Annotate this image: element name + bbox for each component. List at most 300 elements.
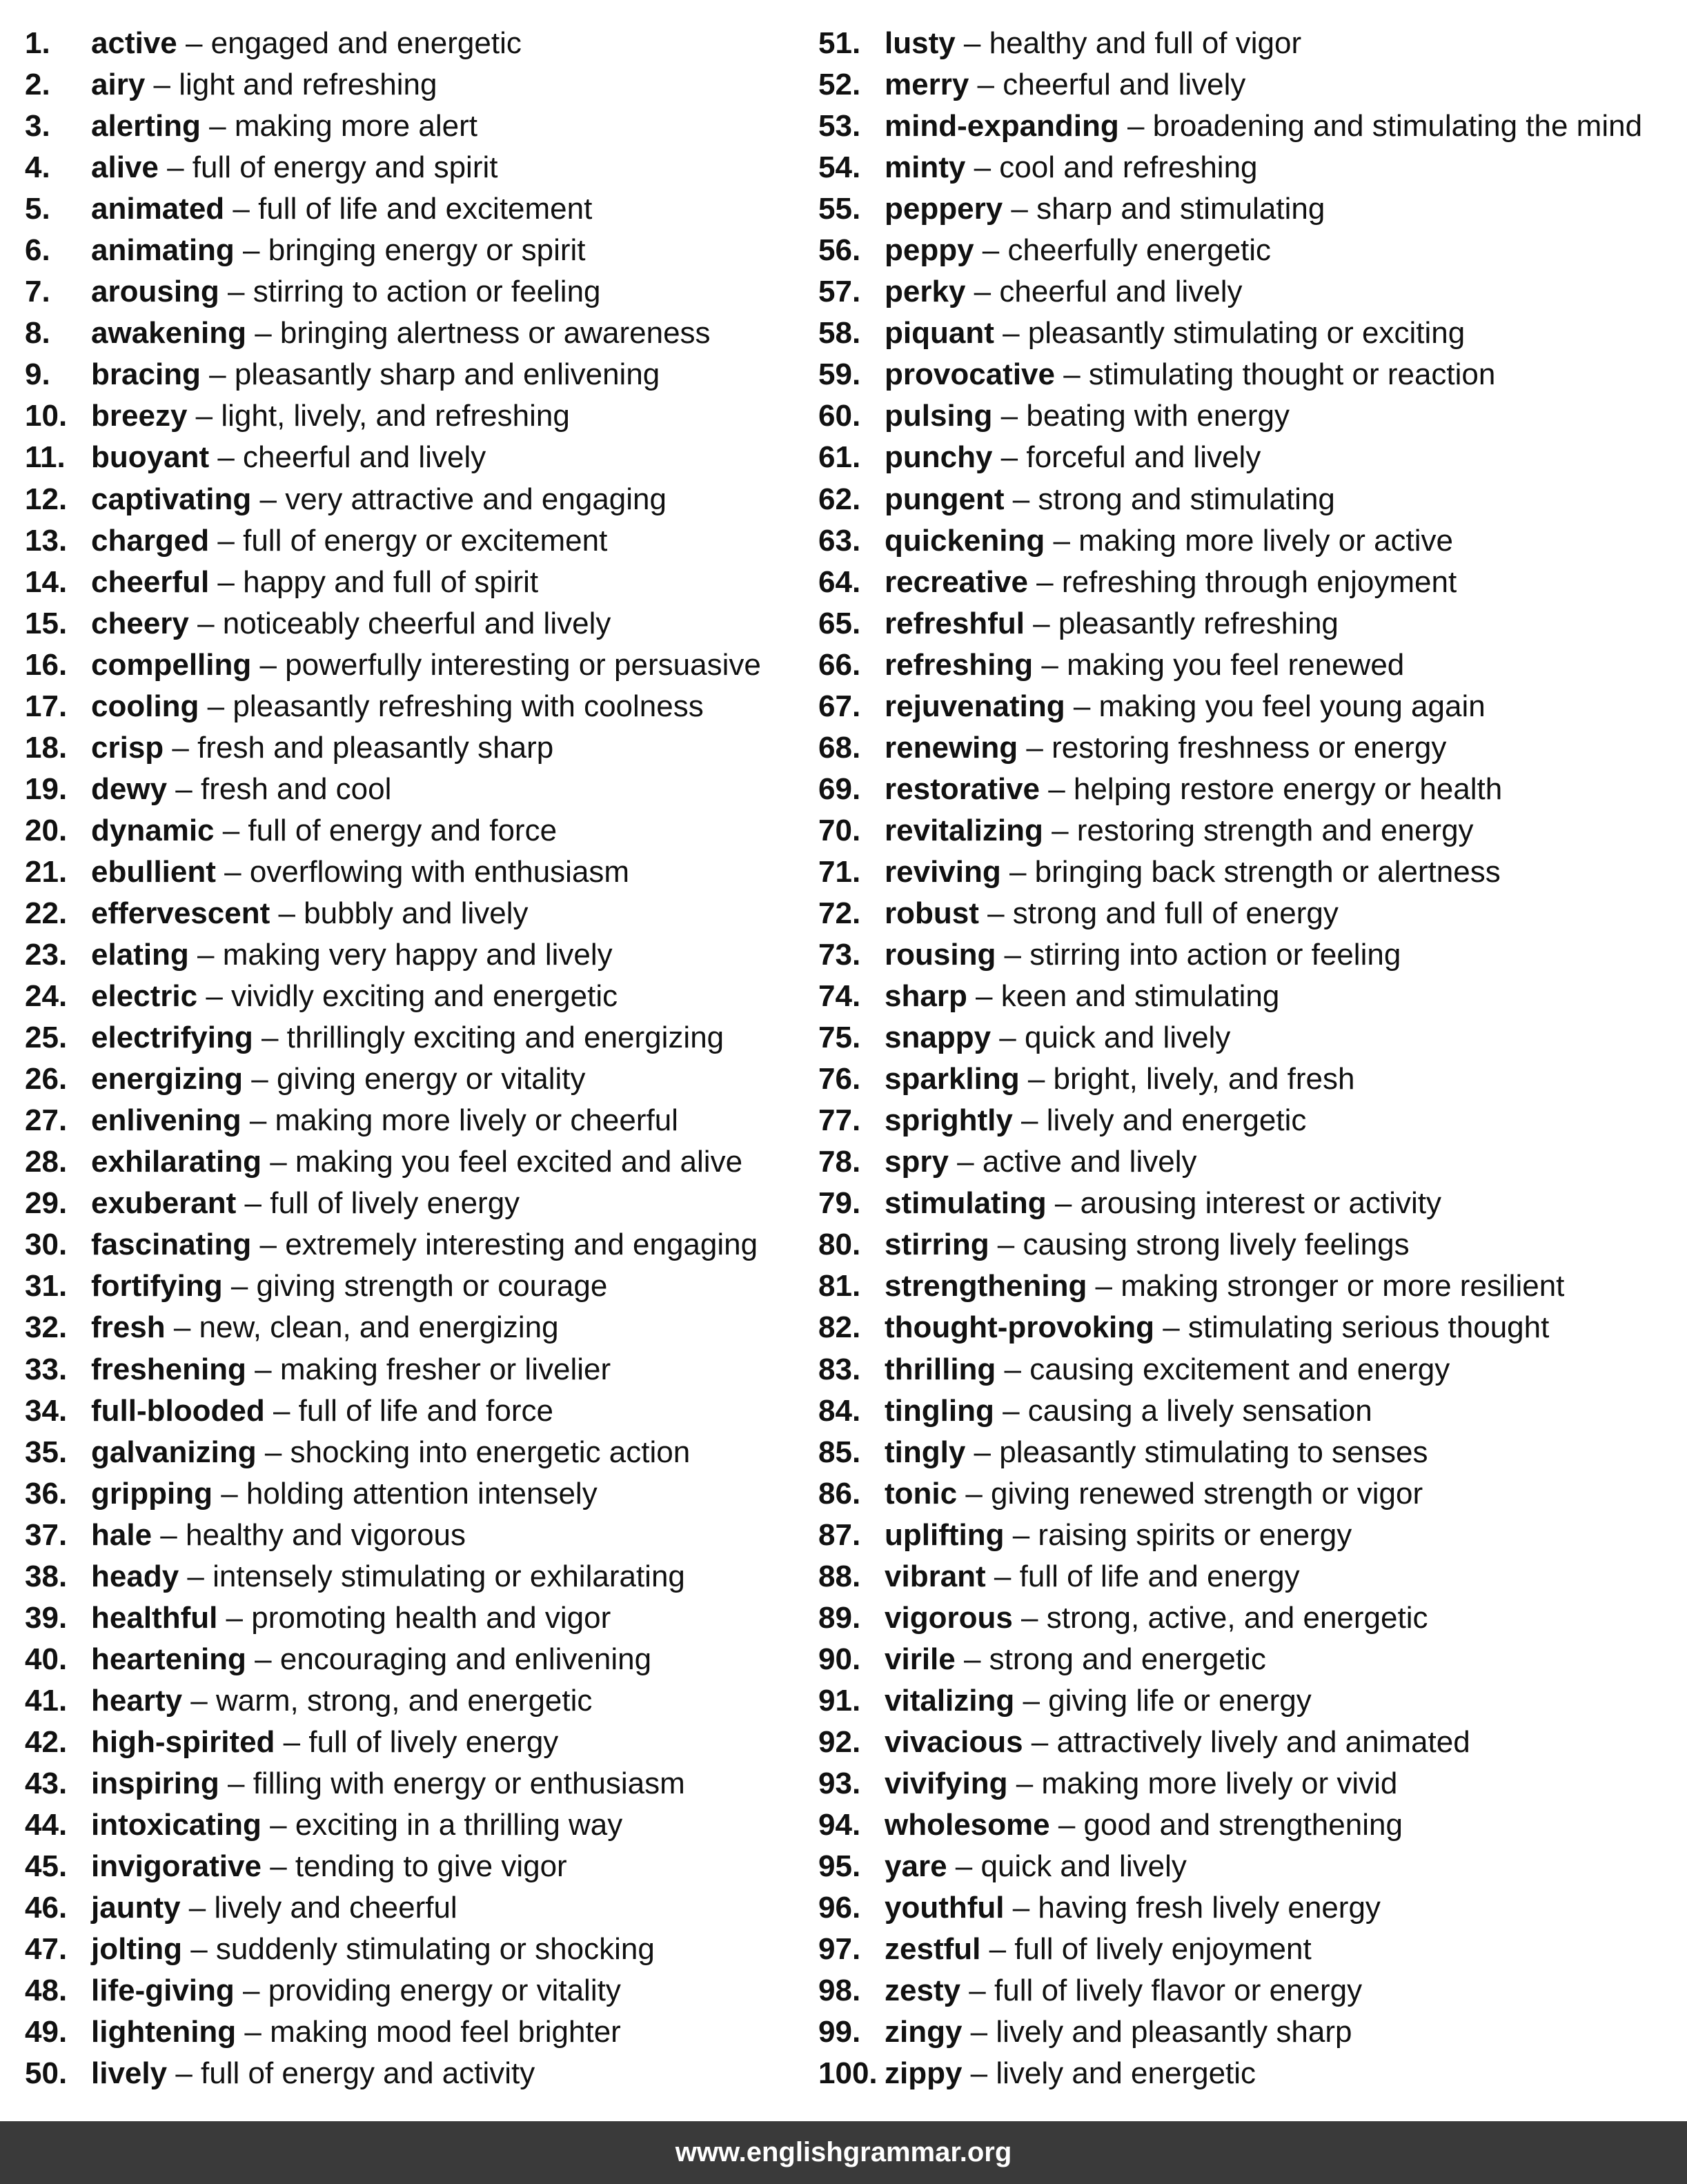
item-definition: – exciting in a thrilling way bbox=[261, 1808, 623, 1842]
list-item bbox=[818, 1639, 1674, 1680]
item-number: 22. bbox=[25, 896, 68, 930]
item-text bbox=[91, 1141, 742, 1183]
item-definition: – pleasantly refreshing with coolness bbox=[199, 689, 704, 723]
list-item bbox=[25, 1556, 798, 1597]
item-word: stirring bbox=[885, 1228, 989, 1262]
item-text bbox=[885, 1556, 1300, 1597]
item-word: virile bbox=[885, 1642, 956, 1676]
item-text bbox=[885, 1307, 1549, 1348]
item-text bbox=[885, 1846, 1187, 1887]
item-word: captivating bbox=[91, 482, 252, 516]
item-number: 83. bbox=[818, 1352, 861, 1386]
item-word: gripping bbox=[91, 1476, 213, 1511]
item-word: punchy bbox=[885, 440, 993, 475]
item-definition: – cheerful and lively bbox=[965, 275, 1243, 309]
list-item bbox=[25, 1804, 798, 1846]
item-text bbox=[91, 1597, 611, 1639]
item-word: piquant bbox=[885, 316, 994, 351]
item-definition: – making more lively or cheerful bbox=[241, 1103, 678, 1138]
item-definition: – full of lively energy bbox=[236, 1186, 520, 1221]
list-item bbox=[25, 1224, 798, 1266]
list-item bbox=[25, 1100, 798, 1141]
item-number: 67. bbox=[818, 689, 861, 723]
item-number: 36. bbox=[25, 1476, 68, 1511]
list-item bbox=[818, 437, 1674, 478]
item-number: 9. bbox=[25, 357, 50, 392]
list-item bbox=[818, 1556, 1674, 1597]
list-item bbox=[818, 1804, 1674, 1846]
item-text bbox=[885, 1017, 1230, 1059]
item-text bbox=[885, 271, 1243, 313]
item-word: life-giving bbox=[91, 1974, 235, 2008]
item-definition: – arousing interest or activity bbox=[1046, 1186, 1441, 1221]
item-text bbox=[885, 852, 1501, 893]
item-number: 97. bbox=[818, 1932, 861, 1967]
item-number: 57. bbox=[818, 275, 861, 309]
list-item bbox=[25, 1680, 798, 1722]
item-word: hearty bbox=[91, 1683, 183, 1718]
list-item bbox=[25, 1266, 798, 1307]
item-definition: – powerfully interesting or persuasive bbox=[251, 647, 761, 682]
item-word: bracing bbox=[91, 357, 201, 392]
item-number: 15. bbox=[25, 606, 68, 640]
list-item bbox=[25, 1763, 798, 1804]
item-text bbox=[885, 1390, 1372, 1432]
item-word: hale bbox=[91, 1517, 152, 1552]
item-definition: – lively and energetic bbox=[962, 2056, 1256, 2091]
item-text bbox=[91, 354, 660, 395]
item-definition: – giving energy or vitality bbox=[243, 1062, 586, 1096]
item-definition: – good and strengthening bbox=[1049, 1808, 1403, 1842]
item-text bbox=[91, 1763, 685, 1804]
item-definition: – stirring to action or feeling bbox=[219, 275, 601, 309]
list-item bbox=[818, 1100, 1674, 1141]
item-text bbox=[885, 976, 1279, 1017]
list-item bbox=[25, 810, 798, 852]
item-definition: – keen and stimulating bbox=[967, 979, 1280, 1014]
item-text bbox=[885, 1100, 1306, 1141]
item-word: elating bbox=[91, 938, 189, 972]
item-definition: – warm, strong, and energetic bbox=[182, 1683, 593, 1718]
item-text bbox=[91, 1432, 690, 1473]
list-item bbox=[25, 64, 798, 106]
item-text bbox=[885, 1349, 1450, 1390]
list-item bbox=[25, 23, 798, 64]
item-word: animating bbox=[91, 233, 235, 268]
item-number: 56. bbox=[818, 233, 861, 268]
item-number: 66. bbox=[818, 647, 861, 682]
item-number: 87. bbox=[818, 1517, 861, 1552]
item-word: renewing bbox=[885, 730, 1018, 765]
item-definition: – causing a lively sensation bbox=[994, 1393, 1372, 1428]
item-text bbox=[91, 1887, 457, 1929]
item-text bbox=[885, 147, 1258, 188]
item-definition: – full of energy or excitement bbox=[209, 523, 608, 558]
item-text bbox=[885, 810, 1474, 852]
item-word: peppery bbox=[885, 192, 1003, 226]
item-number: 52. bbox=[818, 68, 861, 102]
list-item bbox=[25, 2053, 798, 2094]
item-definition: – pleasantly sharp and enlivening bbox=[200, 357, 660, 392]
item-word: crisp bbox=[91, 730, 164, 765]
item-text bbox=[885, 106, 1642, 147]
item-definition: – broadening and stimulating the mind bbox=[1118, 109, 1643, 144]
item-definition: – making fresher or livelier bbox=[246, 1352, 611, 1386]
item-text bbox=[885, 1722, 1470, 1763]
item-text bbox=[91, 230, 586, 271]
item-definition: – raising spirits or energy bbox=[1004, 1517, 1352, 1552]
item-text bbox=[91, 1680, 592, 1722]
item-text bbox=[91, 1804, 622, 1846]
item-number: 27. bbox=[25, 1103, 68, 1138]
item-word: fascinating bbox=[91, 1228, 252, 1262]
item-text bbox=[885, 23, 1301, 64]
item-number: 68. bbox=[818, 730, 861, 765]
item-definition: – full of lively energy bbox=[275, 1724, 559, 1759]
item-text bbox=[885, 1224, 1410, 1266]
item-definition: – pleasantly stimulating to senses bbox=[965, 1435, 1428, 1469]
item-number: 61. bbox=[818, 440, 861, 475]
item-text bbox=[91, 147, 497, 188]
list-item bbox=[25, 645, 798, 686]
item-number: 49. bbox=[25, 2015, 68, 2049]
item-word: exuberant bbox=[91, 1186, 237, 1221]
item-word: intoxicating bbox=[91, 1808, 262, 1842]
item-word: thrilling bbox=[885, 1352, 996, 1386]
item-definition: – light, lively, and refreshing bbox=[187, 399, 570, 433]
item-definition: – making more lively or active bbox=[1045, 523, 1454, 558]
item-word: alerting bbox=[91, 109, 201, 144]
item-definition: – intensely stimulating or exhilarating bbox=[179, 1559, 685, 1593]
item-number: 34. bbox=[25, 1393, 68, 1428]
item-definition: – making you feel excited and alive bbox=[261, 1145, 743, 1179]
item-text bbox=[91, 852, 629, 893]
item-number: 30. bbox=[25, 1228, 68, 1262]
item-definition: – making you feel renewed bbox=[1033, 647, 1405, 682]
item-definition: – making more lively or vivid bbox=[1007, 1766, 1398, 1800]
item-word: enlivening bbox=[91, 1103, 241, 1138]
item-number: 93. bbox=[818, 1766, 861, 1800]
item-word: fresh bbox=[91, 1310, 166, 1345]
item-definition: – full of lively enjoyment bbox=[980, 1932, 1312, 1967]
list-item bbox=[818, 1970, 1674, 2011]
item-word: invigorative bbox=[91, 1849, 262, 1884]
item-number: 1. bbox=[25, 26, 50, 60]
list-item bbox=[25, 976, 798, 1017]
item-number: 85. bbox=[818, 1435, 861, 1469]
list-item bbox=[818, 1597, 1674, 1639]
item-text bbox=[885, 313, 1465, 354]
list-item bbox=[818, 1183, 1674, 1224]
item-definition: – very attractive and engaging bbox=[251, 482, 667, 516]
item-word: vitalizing bbox=[885, 1683, 1015, 1718]
list-item bbox=[25, 562, 798, 603]
item-definition: – holding attention intensely bbox=[212, 1476, 598, 1511]
list-item bbox=[25, 1432, 798, 1473]
item-definition: – suddenly stimulating or shocking bbox=[181, 1932, 655, 1967]
item-word: jaunty bbox=[91, 1891, 181, 1925]
item-word: recreative bbox=[885, 564, 1028, 599]
item-number: 99. bbox=[818, 2015, 861, 2049]
list-item bbox=[25, 1639, 798, 1680]
item-text bbox=[91, 686, 704, 727]
list-item bbox=[818, 1349, 1674, 1390]
item-word: jolting bbox=[91, 1932, 182, 1967]
list-item bbox=[818, 23, 1674, 64]
list-item bbox=[25, 603, 798, 645]
list-item bbox=[25, 147, 798, 188]
item-number: 39. bbox=[25, 1600, 68, 1635]
list-item bbox=[818, 1017, 1674, 1059]
item-word: vivifying bbox=[885, 1766, 1008, 1800]
item-word: zesty bbox=[885, 1974, 961, 2008]
item-word: thought-provoking bbox=[885, 1310, 1155, 1345]
list-item bbox=[25, 354, 798, 395]
item-word: minty bbox=[885, 150, 966, 185]
item-text bbox=[885, 188, 1325, 230]
item-text bbox=[91, 1515, 466, 1556]
item-text bbox=[91, 271, 601, 313]
item-number: 40. bbox=[25, 1642, 68, 1676]
item-text bbox=[885, 562, 1457, 603]
item-text bbox=[885, 2053, 1256, 2094]
item-word: restorative bbox=[885, 771, 1040, 806]
item-number: 50. bbox=[25, 2056, 68, 2091]
item-text bbox=[91, 810, 557, 852]
list-item bbox=[818, 852, 1674, 893]
item-word: provocative bbox=[885, 357, 1055, 392]
item-number: 16. bbox=[25, 647, 68, 682]
item-word: zingy bbox=[885, 2015, 963, 2049]
item-number: 43. bbox=[25, 1766, 68, 1800]
item-definition: – bright, lively, and fresh bbox=[1019, 1062, 1355, 1096]
item-word: ebullient bbox=[91, 854, 216, 889]
item-text bbox=[91, 603, 611, 645]
list-item bbox=[818, 769, 1674, 810]
list-item bbox=[25, 1887, 798, 1929]
item-number: 13. bbox=[25, 523, 68, 558]
item-word: electrifying bbox=[91, 1021, 253, 1055]
item-definition: – new, clean, and energizing bbox=[165, 1310, 559, 1345]
item-text bbox=[885, 1970, 1362, 2011]
item-number: 4. bbox=[25, 150, 50, 185]
footer-bar bbox=[0, 2121, 1687, 2184]
item-text bbox=[885, 1887, 1381, 1929]
item-definition: – full of lively flavor or energy bbox=[960, 1974, 1363, 2008]
item-text bbox=[91, 2053, 535, 2094]
item-definition: – thrillingly exciting and energizing bbox=[253, 1021, 724, 1055]
list-item bbox=[818, 1680, 1674, 1722]
item-word: active bbox=[91, 26, 177, 60]
item-number: 75. bbox=[818, 1021, 861, 1055]
item-text bbox=[91, 1017, 724, 1059]
list-item bbox=[818, 1473, 1674, 1515]
item-word: reviving bbox=[885, 854, 1001, 889]
item-word: cheery bbox=[91, 606, 189, 640]
item-definition: – vividly exciting and energetic bbox=[197, 979, 618, 1014]
item-word: vibrant bbox=[885, 1559, 986, 1593]
item-text bbox=[91, 520, 607, 562]
item-definition: – engaged and energetic bbox=[177, 26, 522, 60]
list-item bbox=[25, 1473, 798, 1515]
list-item bbox=[25, 1846, 798, 1887]
item-definition: – refreshing through enjoyment bbox=[1027, 564, 1457, 599]
list-item bbox=[818, 1722, 1674, 1763]
item-definition: – full of energy and force bbox=[214, 813, 558, 847]
item-text bbox=[885, 354, 1495, 395]
item-word: tingly bbox=[885, 1435, 966, 1469]
item-text bbox=[91, 1349, 611, 1390]
item-text bbox=[885, 395, 1290, 437]
item-definition: – full of life and excitement bbox=[224, 192, 593, 226]
item-word: awakening bbox=[91, 316, 246, 351]
item-word: dynamic bbox=[91, 813, 215, 847]
list-item bbox=[25, 1307, 798, 1348]
list-item bbox=[25, 1390, 798, 1432]
item-definition: – happy and full of spirit bbox=[209, 564, 539, 599]
footer-website-link[interactable]: www.englishgrammar.org bbox=[675, 2137, 1012, 2167]
list-item bbox=[25, 313, 798, 354]
item-word: zippy bbox=[885, 2056, 963, 2091]
item-word: robust bbox=[885, 896, 979, 930]
item-word: heady bbox=[91, 1559, 179, 1593]
item-text bbox=[91, 562, 538, 603]
item-word: sparkling bbox=[885, 1062, 1020, 1096]
item-definition: – tending to give vigor bbox=[261, 1849, 567, 1884]
item-text bbox=[91, 395, 570, 437]
item-word: exhilarating bbox=[91, 1145, 262, 1179]
item-number: 89. bbox=[818, 1600, 861, 1635]
item-definition: – making more alert bbox=[200, 109, 477, 144]
item-text bbox=[91, 479, 667, 520]
item-text bbox=[885, 934, 1401, 976]
item-definition: – pleasantly refreshing bbox=[1024, 606, 1339, 640]
item-word: cheerful bbox=[91, 564, 210, 599]
item-text bbox=[91, 188, 592, 230]
item-word: tingling bbox=[885, 1393, 994, 1428]
item-definition: – lively and cheerful bbox=[180, 1891, 457, 1925]
item-word: vivacious bbox=[885, 1724, 1023, 1759]
list-item bbox=[818, 479, 1674, 520]
list-item bbox=[25, 2011, 798, 2053]
item-number: 53. bbox=[818, 109, 861, 144]
item-number: 90. bbox=[818, 1642, 861, 1676]
item-word: compelling bbox=[91, 647, 252, 682]
list-item bbox=[25, 395, 798, 437]
item-definition: – strong and stimulating bbox=[1004, 482, 1335, 516]
item-number: 76. bbox=[818, 1062, 861, 1096]
item-definition: – beating with energy bbox=[992, 399, 1290, 433]
item-definition: – quick and lively bbox=[947, 1849, 1187, 1884]
list-item bbox=[818, 188, 1674, 230]
item-word: zestful bbox=[885, 1932, 981, 1967]
item-word: revitalizing bbox=[885, 813, 1043, 847]
item-word: sharp bbox=[885, 979, 967, 1014]
item-definition: – making stronger or more resilient bbox=[1087, 1269, 1565, 1303]
item-text bbox=[885, 1515, 1352, 1556]
list-item bbox=[25, 1722, 798, 1763]
item-text bbox=[885, 1763, 1397, 1804]
item-text bbox=[885, 686, 1486, 727]
item-word: galvanizing bbox=[91, 1435, 257, 1469]
list-item bbox=[25, 437, 798, 478]
item-word: lightening bbox=[91, 2015, 237, 2049]
item-word: lusty bbox=[885, 26, 956, 60]
item-word: strengthening bbox=[885, 1269, 1087, 1303]
item-word: wholesome bbox=[885, 1808, 1050, 1842]
list-item bbox=[25, 686, 798, 727]
list-item bbox=[818, 1929, 1674, 1970]
item-text bbox=[885, 1680, 1312, 1722]
item-definition: – giving strength or courage bbox=[222, 1269, 608, 1303]
item-number: 41. bbox=[25, 1683, 68, 1718]
item-text bbox=[885, 1432, 1428, 1473]
item-word: fortifying bbox=[91, 1269, 223, 1303]
item-word: merry bbox=[885, 68, 969, 102]
item-word: yare bbox=[885, 1849, 947, 1884]
list-item bbox=[818, 147, 1674, 188]
item-number: 64. bbox=[818, 564, 861, 599]
item-definition: – fresh and pleasantly sharp bbox=[164, 730, 554, 765]
item-text bbox=[885, 1473, 1423, 1515]
item-definition: – active and lively bbox=[948, 1145, 1197, 1179]
item-definition: – healthy and vigorous bbox=[152, 1517, 466, 1552]
item-number: 78. bbox=[818, 1145, 861, 1179]
item-text bbox=[91, 106, 477, 147]
word-list-left-column bbox=[25, 23, 798, 2094]
list-item bbox=[818, 354, 1674, 395]
list-item bbox=[818, 2011, 1674, 2053]
item-word: high-spirited bbox=[91, 1724, 275, 1759]
list-item bbox=[818, 1846, 1674, 1887]
item-text bbox=[885, 769, 1502, 810]
item-definition: – full of life and energy bbox=[985, 1559, 1300, 1593]
item-text bbox=[885, 230, 1271, 271]
item-word: spry bbox=[885, 1145, 949, 1179]
item-number: 24. bbox=[25, 979, 68, 1014]
item-definition: – giving life or energy bbox=[1014, 1683, 1312, 1718]
item-definition: – shocking into energetic action bbox=[256, 1435, 691, 1469]
item-number: 8. bbox=[25, 316, 50, 351]
item-word: energizing bbox=[91, 1062, 244, 1096]
item-definition: – stimulating serious thought bbox=[1154, 1310, 1550, 1345]
item-definition: – bringing back strength or alertness bbox=[1000, 854, 1501, 889]
list-item bbox=[818, 976, 1674, 1017]
item-definition: – forceful and lively bbox=[992, 440, 1261, 475]
item-text bbox=[91, 1929, 655, 1970]
item-number: 33. bbox=[25, 1352, 68, 1386]
item-number: 54. bbox=[818, 150, 861, 185]
item-word: quickening bbox=[885, 523, 1045, 558]
item-definition: – stirring into action or feeling bbox=[996, 938, 1401, 972]
item-definition: – making very happy and lively bbox=[188, 938, 613, 972]
list-item bbox=[818, 562, 1674, 603]
item-definition: – filling with energy or enthusiasm bbox=[219, 1766, 685, 1800]
item-number: 19. bbox=[25, 771, 68, 806]
list-item bbox=[25, 479, 798, 520]
list-item bbox=[818, 64, 1674, 106]
list-item bbox=[25, 1349, 798, 1390]
item-definition: – quick and lively bbox=[991, 1021, 1231, 1055]
list-item bbox=[818, 893, 1674, 934]
item-text bbox=[91, 727, 553, 769]
list-item bbox=[818, 1059, 1674, 1100]
list-item bbox=[818, 520, 1674, 562]
item-text bbox=[885, 2011, 1352, 2053]
item-number: 86. bbox=[818, 1476, 861, 1511]
item-definition: – strong and full of energy bbox=[978, 896, 1339, 930]
item-definition: – helping restore energy or health bbox=[1040, 771, 1503, 806]
